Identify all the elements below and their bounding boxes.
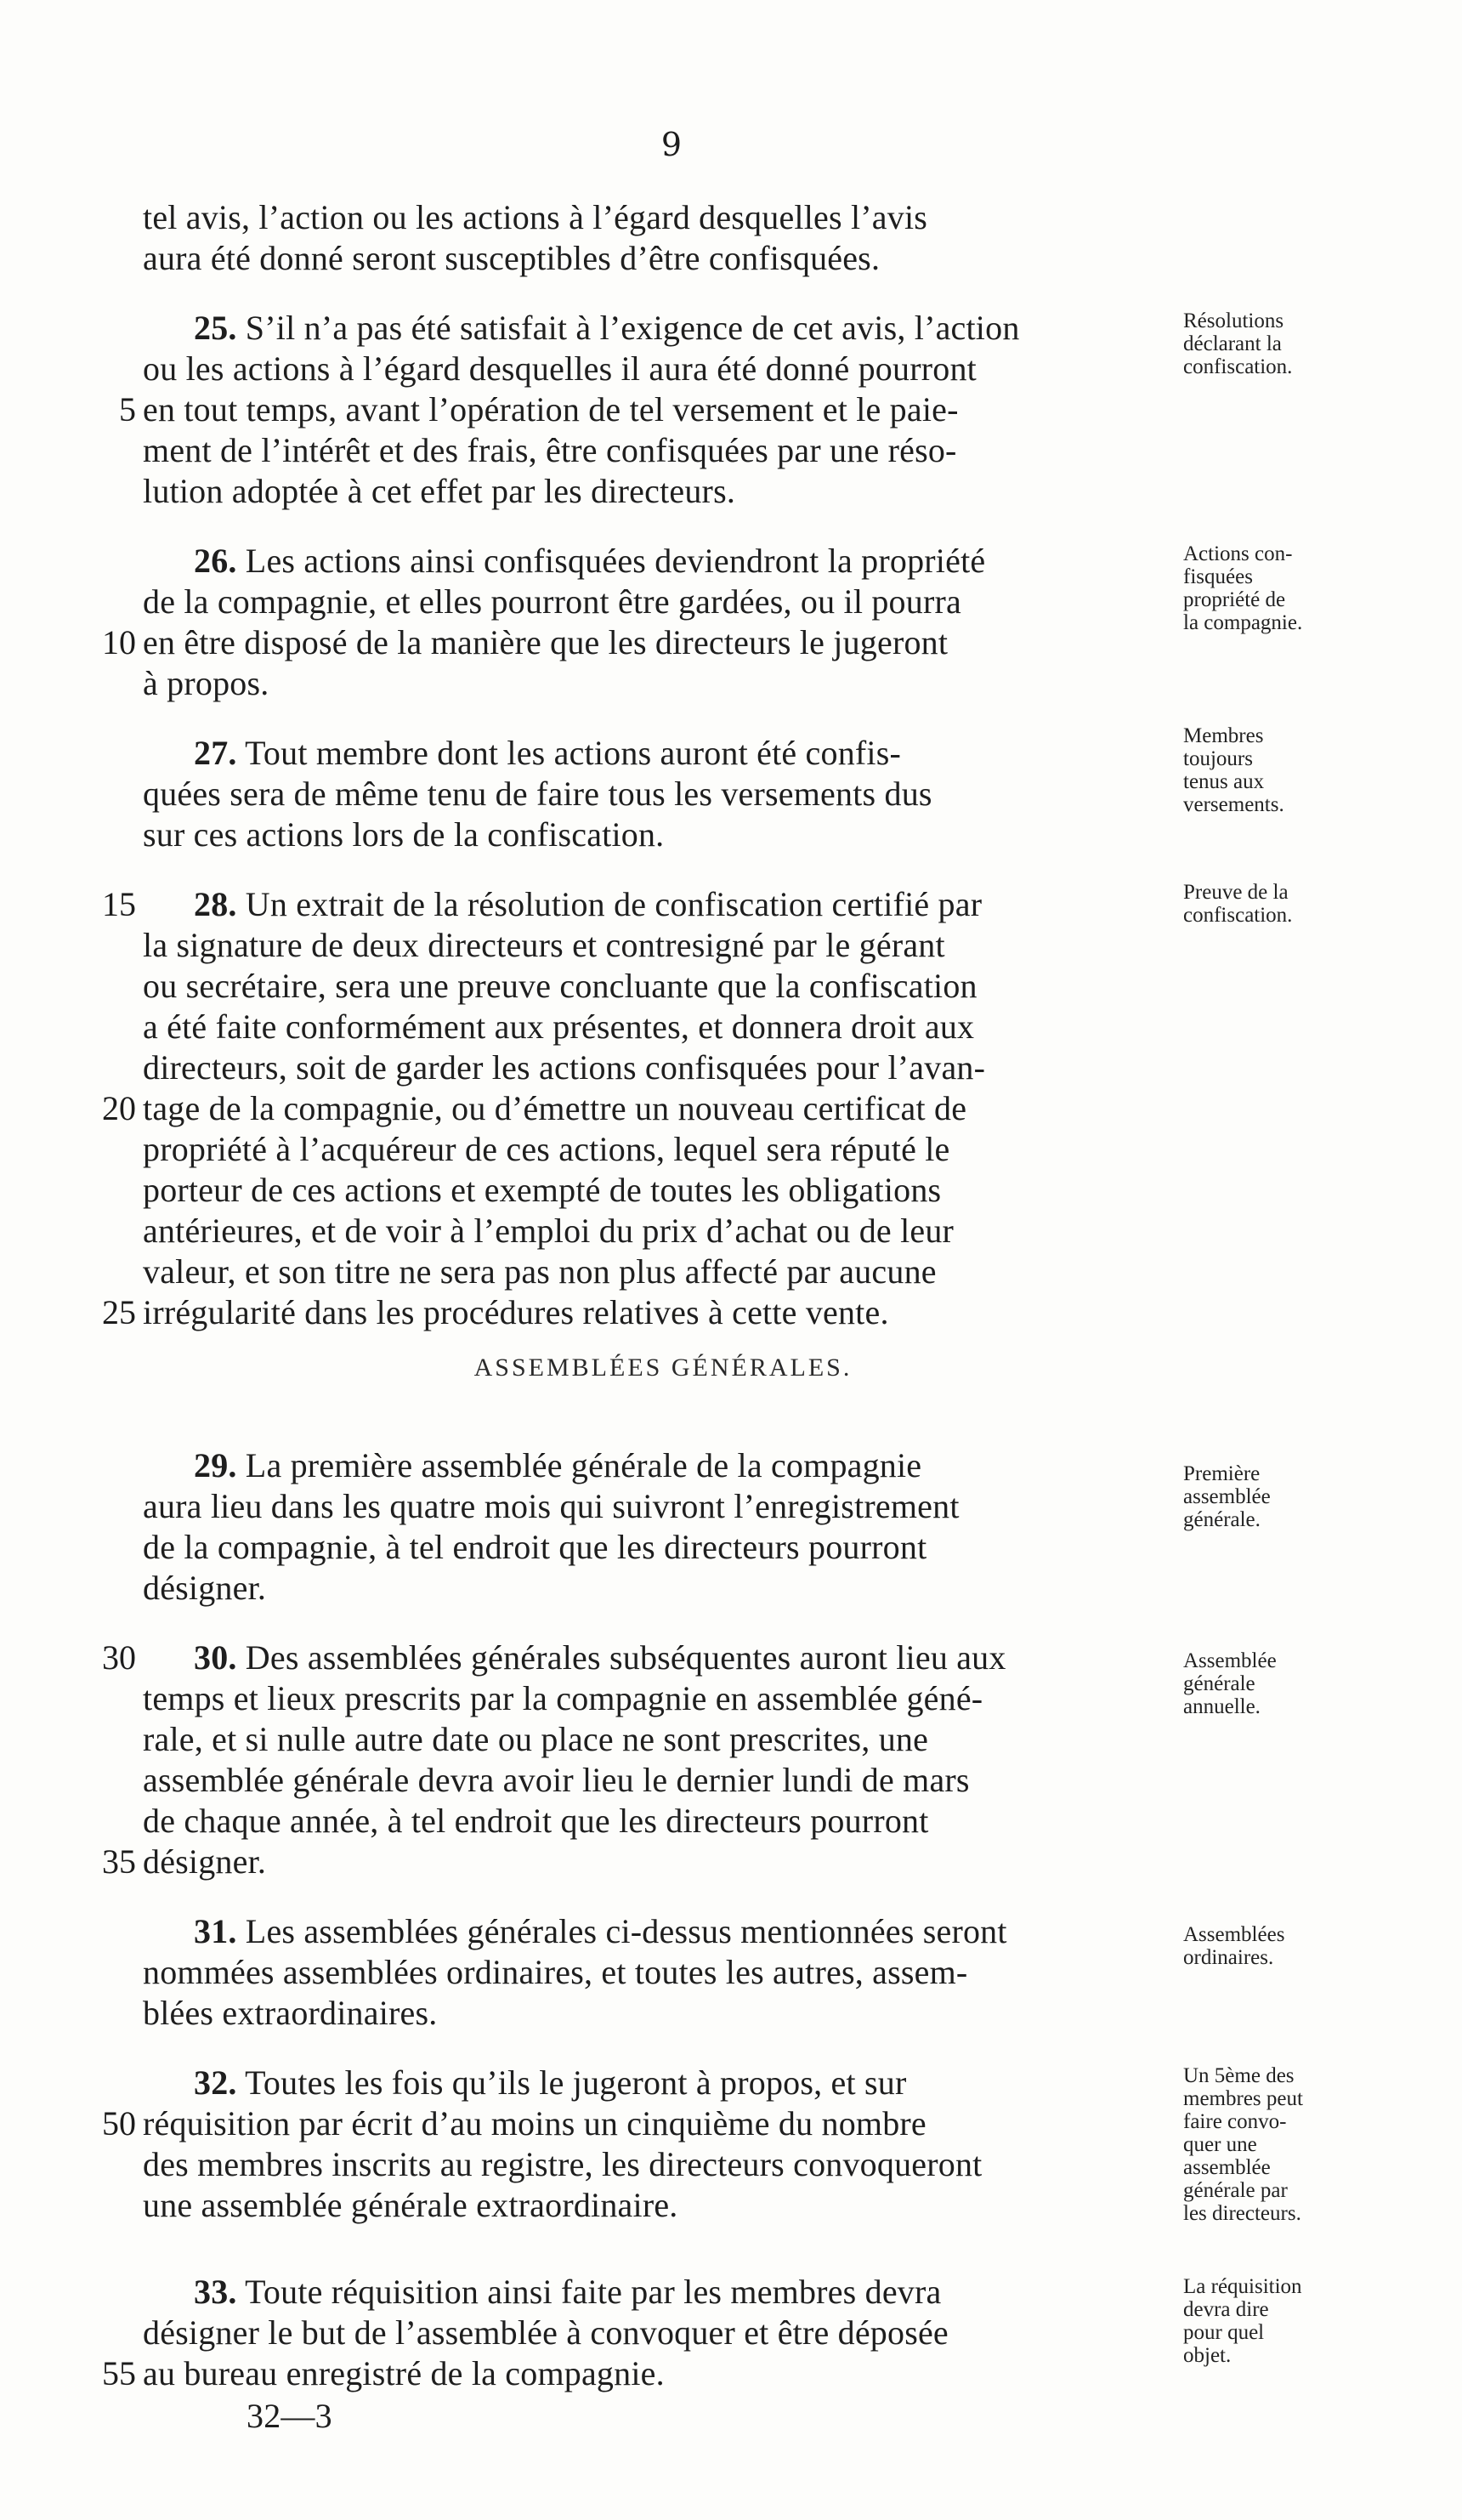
text-line: 32—3 — [246, 2397, 332, 2435]
margin-note — [1183, 1649, 1362, 1718]
text-line: sur ces actions lors de la confiscation. — [143, 815, 665, 854]
margin-note-line: propriété de — [1183, 588, 1286, 611]
text-line: ou les actions à l’égard desquelles il aura été donné pourront — [143, 349, 977, 388]
text-line: rale, et si nulle autre date ou place ne sont prescrites, une — [143, 1720, 929, 1758]
margin-note-line: Membres — [1183, 724, 1264, 747]
margin-note-line: devra dire — [1183, 2298, 1269, 2321]
text-line: 25. S’il n’a pas été satisfait à l’exigence de cet avis, l’action — [194, 309, 1020, 347]
margin-note-line: confiscation. — [1183, 355, 1293, 378]
margin-note-line: ordinaires. — [1183, 1946, 1274, 1969]
margin-note-line: pour quel — [1183, 2321, 1265, 2344]
line-number: 35 — [102, 1842, 136, 1881]
margin-note-line: membres peut — [1183, 2087, 1303, 2110]
text-line: 32. Toutes les fois qu’ils le jugeront à propos, et sur — [194, 2063, 907, 2102]
margin-note-line: les directeurs. — [1183, 2202, 1301, 2225]
section-heading: ASSEMBLÉES GÉNÉRALES. — [473, 1354, 853, 1382]
margin-note — [1183, 1462, 1362, 1531]
text-line: réquisition par écrit d’au moins un cinquième du nombre — [143, 2104, 926, 2143]
margin-note-line: tenus aux — [1183, 770, 1265, 793]
margin-note-line: versements. — [1183, 793, 1284, 816]
margin-note-line: faire convo- — [1183, 2110, 1287, 2133]
margin-note-line: déclarant la — [1183, 332, 1282, 355]
text-line: blées extraordinaires. — [143, 1994, 438, 2032]
margin-note-line: la compagnie. — [1183, 611, 1303, 634]
text-line: ou secrétaire, sera une preuve concluante que la confiscation — [143, 967, 978, 1005]
text-line: quées sera de même tenu de faire tous les versements dus — [143, 775, 932, 813]
margin-note — [1183, 542, 1362, 634]
text-line: en être disposé de la manière que les directeurs le jugeront — [143, 623, 949, 661]
text-line: valeur, et son titre ne sera pas non plus affecté par aucune — [143, 1252, 937, 1291]
text-line: désigner. — [143, 1569, 267, 1607]
text-line: nommées assemblées ordinaires, et toutes les autres, assem- — [143, 1953, 968, 1991]
text-line: tel avis, l’action ou les actions à l’égard desquelles l’avis — [143, 198, 928, 236]
text-line: la signature de deux directeurs et contresigné par le gérant — [143, 926, 945, 964]
margin-note-line: Un 5ème des — [1183, 2064, 1295, 2087]
line-number: 5 — [119, 390, 136, 429]
text-line: temps et lieux prescrits par la compagnie en assemblée géné- — [143, 1679, 983, 1717]
line-number: 55 — [102, 2354, 136, 2392]
text-line: antérieures, et de voir à l’emploi du prix d’achat ou de leur — [143, 1212, 955, 1250]
text-line: aura lieu dans les quatre mois qui suivront l’enregistrement — [143, 1487, 960, 1525]
margin-note — [1183, 724, 1362, 816]
text-line: 28. Un extrait de la résolution de confiscation certifié par — [194, 885, 983, 923]
margin-note-line: fisquées — [1183, 565, 1253, 588]
text-line: une assemblée générale extraordinaire. — [143, 2186, 678, 2224]
text-line: assemblée générale devra avoir lieu le dernier lundi de mars — [143, 1761, 970, 1799]
margin-note-line: La réquisition — [1183, 2275, 1302, 2298]
text-line: à propos. — [143, 664, 269, 702]
margin-note-line: assemblée — [1183, 1485, 1271, 1508]
line-number: 10 — [102, 623, 136, 661]
text-line: de la compagnie, et elles pourront être gardées, ou il pourra — [143, 582, 961, 621]
margin-note-line: quer une — [1183, 2133, 1257, 2156]
text-line: de la compagnie, à tel endroit que les directeurs pourront — [143, 1528, 927, 1566]
margin-note-line: générale — [1183, 1672, 1255, 1695]
margin-note — [1183, 881, 1362, 927]
margin-note — [1183, 2064, 1362, 2225]
margin-note — [1183, 1923, 1362, 1969]
margin-note-line: générale. — [1183, 1508, 1261, 1531]
text-line: 27. Tout membre dont les actions auront été confis- — [194, 734, 902, 772]
text-line: tage de la compagnie, ou d’émettre un nouveau certificat de — [143, 1089, 967, 1127]
margin-note-line: Actions con- — [1183, 542, 1293, 565]
text-line: des membres inscrits au registre, les directeurs convoqueront — [143, 2145, 983, 2183]
text-line: de chaque année, à tel endroit que les directeurs pourront — [143, 1802, 929, 1840]
margin-note — [1183, 2275, 1362, 2367]
margin-note-line: objet. — [1183, 2344, 1232, 2367]
margin-note-line: confiscation. — [1183, 904, 1293, 927]
text-line: porteur de ces actions et exempté de toutes les obligations — [143, 1171, 942, 1209]
margin-note-line: Preuve de la — [1183, 881, 1289, 904]
margin-note-line: assemblée — [1183, 2156, 1271, 2179]
text-line: 26. Les actions ainsi confisquées deviendront la propriété — [194, 542, 986, 580]
text-line: aura été donné seront susceptibles d’être confisquées. — [143, 239, 881, 277]
text-line: 29. La première assemblée générale de la compagnie — [194, 1446, 922, 1484]
text-line: 33. Toute réquisition ainsi faite par les membres devra — [194, 2273, 942, 2311]
text-line: 30. Des assemblées générales subséquentes auront lieu aux — [194, 1638, 1006, 1677]
text-line: ment de l’intérêt et des frais, être confisquées par une réso- — [143, 431, 957, 469]
text-line: directeurs, soit de garder les actions confisquées pour l’avan- — [143, 1048, 986, 1087]
line-number: 50 — [102, 2104, 136, 2143]
margin-note — [1183, 309, 1362, 378]
line-number: 15 — [102, 885, 136, 923]
text-line: en tout temps, avant l’opération de tel versement et le paie- — [143, 390, 959, 429]
margin-note-line: toujours — [1183, 747, 1253, 770]
text-line: désigner le but de l’assemblée à convoquer et être déposée — [143, 2313, 949, 2352]
line-number: 20 — [102, 1089, 136, 1127]
text-line: a été faite conformément aux présentes, et donnera droit aux — [143, 1007, 975, 1046]
margin-note-line: Assemblées — [1183, 1923, 1285, 1946]
text-line: 31. Les assemblées générales ci-dessus mentionnées seront — [194, 1912, 1007, 1950]
page-number: 9 — [660, 126, 683, 163]
margin-note-line: Assemblée — [1183, 1649, 1277, 1672]
text-line: lution adoptée à cet effet par les directeurs. — [143, 472, 736, 510]
margin-note-line: Résolutions — [1183, 309, 1284, 332]
text-line: désigner. — [143, 1842, 267, 1881]
margin-note-line: générale par — [1183, 2179, 1288, 2202]
text-line: propriété à l’acquéreur de ces actions, lequel sera réputé le — [143, 1130, 950, 1168]
margin-note-line: Première — [1183, 1462, 1261, 1485]
line-number: 30 — [102, 1638, 136, 1677]
text-line: irrégularité dans les procédures relatives à cette vente. — [143, 1293, 889, 1331]
line-number: 25 — [102, 1293, 136, 1331]
margin-note-line: annuelle. — [1183, 1695, 1261, 1718]
text-line: au bureau enregistré de la compagnie. — [143, 2354, 665, 2392]
